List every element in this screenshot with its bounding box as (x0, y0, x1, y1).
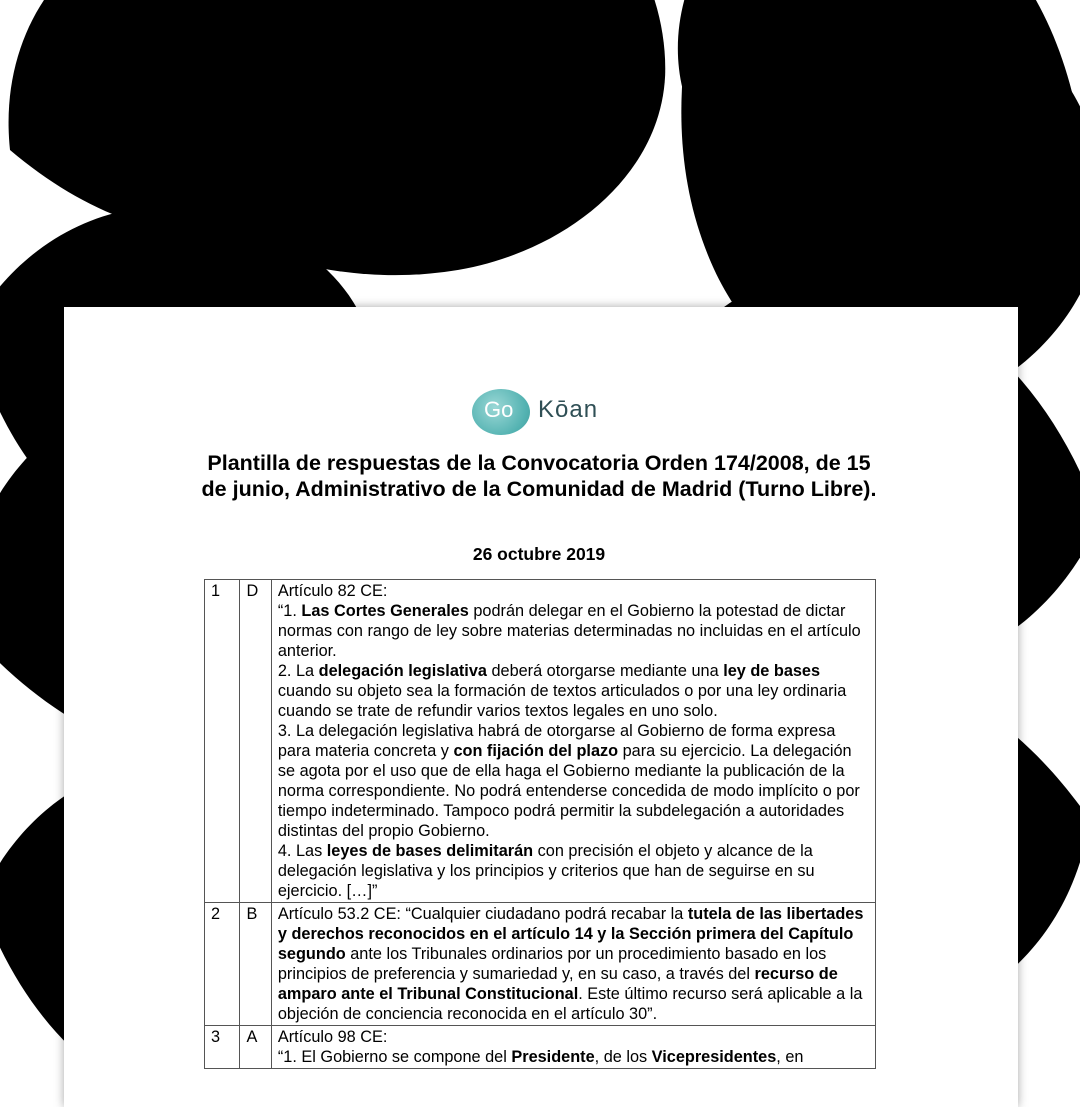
question-number: 2 (205, 903, 240, 1026)
explanation-text (271, 580, 875, 903)
text-run: , de los (594, 1048, 652, 1066)
text-run: podrán delegar en el Gobierno la potestad de dictar normas con rango de ley sobre materias determinadas no incluidas en el artículo anterior. (277, 602, 861, 660)
explanation-paragraph (278, 581, 871, 601)
logo-name: Kōan (538, 396, 599, 423)
text-run: deberá otorgarse mediante una (486, 662, 724, 680)
explanation-text (271, 1026, 875, 1069)
explanation-paragraph (278, 721, 871, 841)
text-run: 2. La (277, 662, 319, 680)
text-run: 3. La delegación legislativa habrá de otorgarse al Gobierno de forma expresa para materia concreta y (277, 722, 836, 760)
text-run: Artículo 53.2 CE: “Cualquier ciudadano podrá recabar la (277, 905, 688, 923)
text-run: para su ejercicio. La delegación se agota por el uso que de ella haga el Gobierno mediante la publicación de la norma correspondiente. No podrá entenderse concedida de modo implícito o por tiempo indeterminado. Tampoco podrá permitir la subdelegación a autoridades distintas del propio Gobierno. (277, 742, 860, 840)
explanation-paragraph (278, 841, 871, 901)
question-number: 3 (205, 1026, 240, 1069)
answer-letter: B (240, 903, 271, 1026)
document-page (64, 307, 1018, 1107)
text-run: “1. El Gobierno se compone del (277, 1048, 512, 1066)
explanation-paragraph (278, 1047, 871, 1067)
explanation-text (271, 903, 875, 1026)
question-number: 1 (205, 580, 240, 903)
bold-text: con fijación del plazo (453, 742, 619, 760)
text-run: , en (776, 1048, 804, 1066)
table-row (205, 1026, 876, 1069)
bold-text: leyes de bases delimitarán (326, 842, 534, 860)
explanation-paragraph (278, 904, 871, 1024)
bold-text: ley de bases (723, 662, 821, 680)
text-run: ante los Tribunales ordinarios por un procedimiento basado en los principios de preferencia y sumariedad y, en su caso, a través del (277, 945, 827, 983)
text-run: “1. (277, 602, 302, 620)
answer-letter: D (240, 580, 271, 903)
bold-text: Vicepresidentes (651, 1048, 777, 1066)
text-run: . Este último recurso será aplicable a la objeción de conciencia reconocida en el artículo 30”. (277, 985, 863, 1023)
table-row (205, 580, 876, 903)
answers-table (204, 579, 876, 1069)
bold-text: recurso de amparo ante el Tribunal Constitucional (277, 965, 838, 1003)
text-run: 4. Las (277, 842, 327, 860)
table-row (205, 903, 876, 1026)
document-title: Plantilla de respuestas de la Convocatoria Orden 174/2008, de 15 de junio, Administrativo de la Comunidad de Madrid (Turno Libre). (201, 451, 877, 501)
text-run: Artículo 82 CE: (277, 582, 388, 600)
bold-text: delegación legislativa (318, 662, 487, 680)
answers-table-body (205, 580, 876, 1069)
explanation-paragraph (278, 601, 871, 661)
text-run: con precisión el objeto y alcance de la delegación legislativa y los principios y criterios que han de seguirse en su ejercicio. […]” (277, 842, 815, 900)
bold-text: Las Cortes Generales (301, 602, 469, 620)
logo-mark-text: Go (484, 397, 514, 422)
text-run: Artículo 98 CE: (277, 1028, 388, 1046)
bold-text: tutela de las libertades y derechos reconocidos en el artículo 14 y la Sección primera del Capítulo segundo (277, 905, 864, 963)
explanation-paragraph (278, 1027, 871, 1047)
answer-letter: A (240, 1026, 271, 1069)
bold-text: Presidente (511, 1048, 595, 1066)
explanation-paragraph (278, 661, 871, 721)
document-date: 26 octubre 2019 (472, 544, 606, 564)
gokoan-logo (472, 389, 607, 435)
text-run: cuando su objeto sea la formación de textos articulados o por una ley ordinaria cuando se trate de refundir varios textos legales en uno solo. (277, 682, 847, 720)
